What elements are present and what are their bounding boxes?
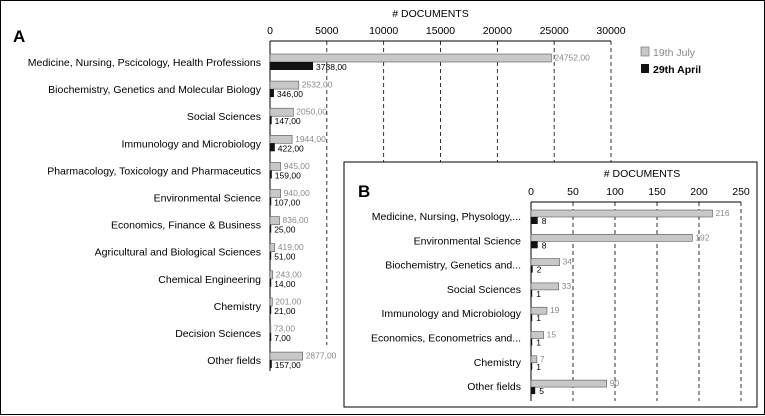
- panel-a-bar-29th-april: [270, 225, 271, 233]
- panel-b-label: B: [358, 182, 371, 201]
- panel-a-tick-label: 0: [267, 25, 273, 37]
- panel-b-category-label: Economics, Econometrics and...: [371, 332, 521, 345]
- panel-a-category-label: Chemical Engineering: [158, 273, 261, 286]
- panel-b-category-label: Chemistry: [473, 356, 521, 369]
- panel-b-category-label: Environmental Science: [413, 235, 521, 248]
- panel-b-bar-29th-april: [531, 339, 532, 346]
- panel-b-value-label-19th-july: 90: [609, 378, 620, 389]
- panel-a-category-label: Social Sciences: [186, 111, 261, 124]
- panel-a-category-label: Decision Sciences: [175, 328, 261, 340]
- panel-b-bar-29th-april: [531, 217, 538, 224]
- panel-b-bar-19th-july: [531, 210, 712, 217]
- panel-a-bar-29th-april: [270, 198, 271, 206]
- panel-b-category-label: Medicine, Nursing, Physology,...: [371, 211, 521, 223]
- panel-a-category-label: Agricultural and Biological Sciences: [94, 246, 261, 259]
- panel-b-value-label-19th-july: 216: [715, 208, 730, 218]
- panel-a-bar-19th-july: [270, 81, 299, 89]
- panel-a-tick-label: 5000: [315, 25, 339, 37]
- panel-b-bar-29th-april: [531, 363, 532, 370]
- panel-a-bar-29th-april: [270, 116, 272, 124]
- panel-a-value-label-29th-april: 3788,00: [316, 62, 347, 72]
- panel-b-tick-label: 50: [567, 186, 579, 198]
- panel-b-axis-title: # DOCUMENTS: [603, 168, 681, 180]
- panel-a-tick-label: 10000: [369, 25, 399, 37]
- panel-b-value-label-19th-july: 33: [561, 280, 572, 291]
- panel-a-value-label-19th-july: 940,00: [283, 188, 310, 198]
- panel-b-value-label-29th-april: 1: [536, 337, 541, 348]
- panel-b: [344, 162, 757, 407]
- panel-a-category-label: Chemistry: [213, 300, 261, 313]
- legend-label-29th-april: 29th April: [653, 64, 702, 76]
- panel-a-value-label-29th-april: 7,00: [274, 333, 291, 343]
- panel-a-value-label-29th-april: 157,00: [274, 360, 301, 371]
- panel-a-value-label-29th-april: 422,00: [277, 143, 304, 154]
- panel-b-value-label-29th-april: 8: [541, 240, 547, 251]
- panel-a-value-label-29th-april: 147,00: [274, 116, 301, 127]
- panel-a-value-label-19th-july: 945,00: [283, 160, 310, 171]
- panel-b-tick-label: 200: [690, 186, 708, 198]
- panel-b-bar-19th-july: [531, 259, 560, 266]
- panel-b-value-label-29th-april: 2: [536, 264, 542, 275]
- legend-swatch-19th-july: [641, 47, 649, 56]
- legend-swatch-29th-april: [641, 64, 649, 73]
- panel-a-value-label-29th-april: 21,00: [274, 305, 296, 316]
- panel-a-bar-19th-july: [270, 217, 280, 225]
- panel-b-bar-29th-april: [531, 314, 532, 321]
- panel-a-category-label: Immunology and Microbiology: [121, 138, 261, 151]
- panel-a-bar-19th-july: [270, 54, 551, 62]
- panel-b-tick-label: 150: [648, 186, 666, 198]
- panel-b-category-label: Immunology and Microbiology: [381, 308, 521, 321]
- panel-a-value-label-29th-april: 346,00: [276, 89, 303, 100]
- panel-b-category-label: Biochemistry, Genetics and...: [385, 259, 521, 272]
- panel-b-bar-19th-july: [531, 234, 692, 241]
- panel-a-bar-29th-april: [270, 252, 271, 260]
- panel-b-value-label-19th-july: 192: [695, 232, 710, 243]
- panel-a-value-label-19th-july: 201,00: [275, 296, 302, 307]
- panel-a-category-label: Environmental Science: [153, 192, 261, 205]
- panel-a-bar-29th-april: [270, 89, 274, 97]
- panel-a-tick-label: 30000: [596, 25, 626, 37]
- panel-a-value-label-29th-april: 159,00: [274, 170, 301, 181]
- panel-b-value-label-19th-july: 34: [562, 256, 573, 267]
- panel-a-value-label-19th-july: 419,00: [277, 242, 304, 253]
- panel-b-category-label: Social Sciences: [446, 283, 521, 296]
- panel-b-bar-29th-april: [531, 266, 533, 273]
- panel-b-tick-label: 0: [528, 186, 534, 198]
- panel-b-value-label-19th-july: 19: [549, 305, 560, 316]
- panel-a-value-label-19th-july: 836,00: [282, 215, 309, 226]
- panel-a-value-label-29th-april: 107,00: [274, 197, 301, 208]
- panel-a-bar-19th-july: [270, 271, 273, 279]
- panel-a-tick-label: 25000: [539, 25, 569, 37]
- panel-a-bar-29th-april: [270, 143, 275, 151]
- panel-b-value-label-19th-july: 15: [546, 329, 557, 340]
- panel-a-bar-19th-july: [270, 298, 272, 306]
- panel-a-bar-29th-april: [270, 360, 272, 368]
- panel-a-value-label-19th-july: 2877,00: [305, 350, 337, 361]
- panel-a-bar-29th-april: [270, 306, 271, 314]
- panel-a-label: A: [13, 27, 26, 46]
- panel-a-legend: [641, 47, 701, 76]
- panel-b-value-label-29th-april: 5: [539, 386, 544, 397]
- panel-b-value-label-29th-april: 1: [536, 313, 541, 324]
- panel-a-bar-19th-july: [270, 135, 292, 143]
- panel-a-value-label-19th-july: 1944,00: [295, 133, 326, 144]
- panel-a-axis-title: # DOCUMENTS: [392, 8, 469, 20]
- panel-a-bar-19th-july: [270, 352, 303, 360]
- panel-a-value-label-19th-july: 243,00: [275, 269, 302, 280]
- panel-b-category-label: Other fields: [467, 381, 521, 394]
- panel-a-category-label: Pharmacology, Toxicology and Pharmaceutics: [47, 165, 261, 178]
- panel-a-category-label: Biochemistry, Genetics and Molecular Biology: [48, 84, 261, 97]
- panel-a-category-label: Economics, Finance & Business: [111, 219, 261, 232]
- panel-b-tick-label: 100: [606, 186, 624, 198]
- panel-a-category-label: Other fields: [207, 355, 261, 368]
- panel-b-tick-label: 250: [732, 186, 750, 198]
- panel-a-bar-19th-july: [270, 325, 271, 333]
- panel-b-value-label-29th-april: 8: [541, 216, 547, 226]
- panel-a-value-label-29th-april: 51,00: [274, 251, 296, 262]
- panel-b-bar-19th-july: [531, 283, 559, 290]
- panel-a-bar-29th-april: [270, 279, 271, 287]
- panel-a-value-label-19th-july: 2050,00: [296, 106, 328, 117]
- panel-b-value-label-29th-april: 1: [536, 361, 541, 372]
- panel-b-value-label-29th-april: 1: [536, 288, 541, 299]
- panel-b-bar-29th-april: [531, 387, 535, 394]
- panel-b-bar-29th-april: [531, 290, 532, 297]
- panel-a-value-label-29th-april: 14,00: [274, 278, 296, 289]
- bar-chart-figure: [1, 1, 765, 416]
- panel-a-bar-19th-july: [270, 244, 275, 252]
- panel-a-value-label-19th-july: 24752,00: [554, 52, 590, 63]
- panel-a-bar-19th-july: [270, 162, 281, 170]
- panel-a-bar-29th-april: [270, 170, 272, 178]
- legend-label-19th-july: 19th July: [653, 47, 696, 59]
- panel-a-bar-19th-july: [270, 190, 281, 198]
- panel-a-bar-29th-april: [270, 62, 313, 70]
- panel-a-value-label-19th-july: 2532,00: [301, 79, 333, 90]
- panel-b-bar-29th-april: [531, 241, 538, 248]
- panel-a-tick-label: 20000: [482, 25, 512, 37]
- panel-b-value-label-19th-july: 7: [539, 353, 545, 364]
- panel-a-value-label-29th-april: 25,00: [274, 224, 296, 235]
- panel-a-category-label: Medicine, Nursing, Pscicology, Health Professions: [27, 57, 261, 69]
- panel-a-value-label-19th-july: 73,00: [273, 323, 296, 334]
- panel-a-bar-19th-july: [270, 108, 293, 116]
- panel-a-tick-label: 15000: [425, 25, 456, 37]
- panel-a-bar-29th-april: [270, 333, 271, 341]
